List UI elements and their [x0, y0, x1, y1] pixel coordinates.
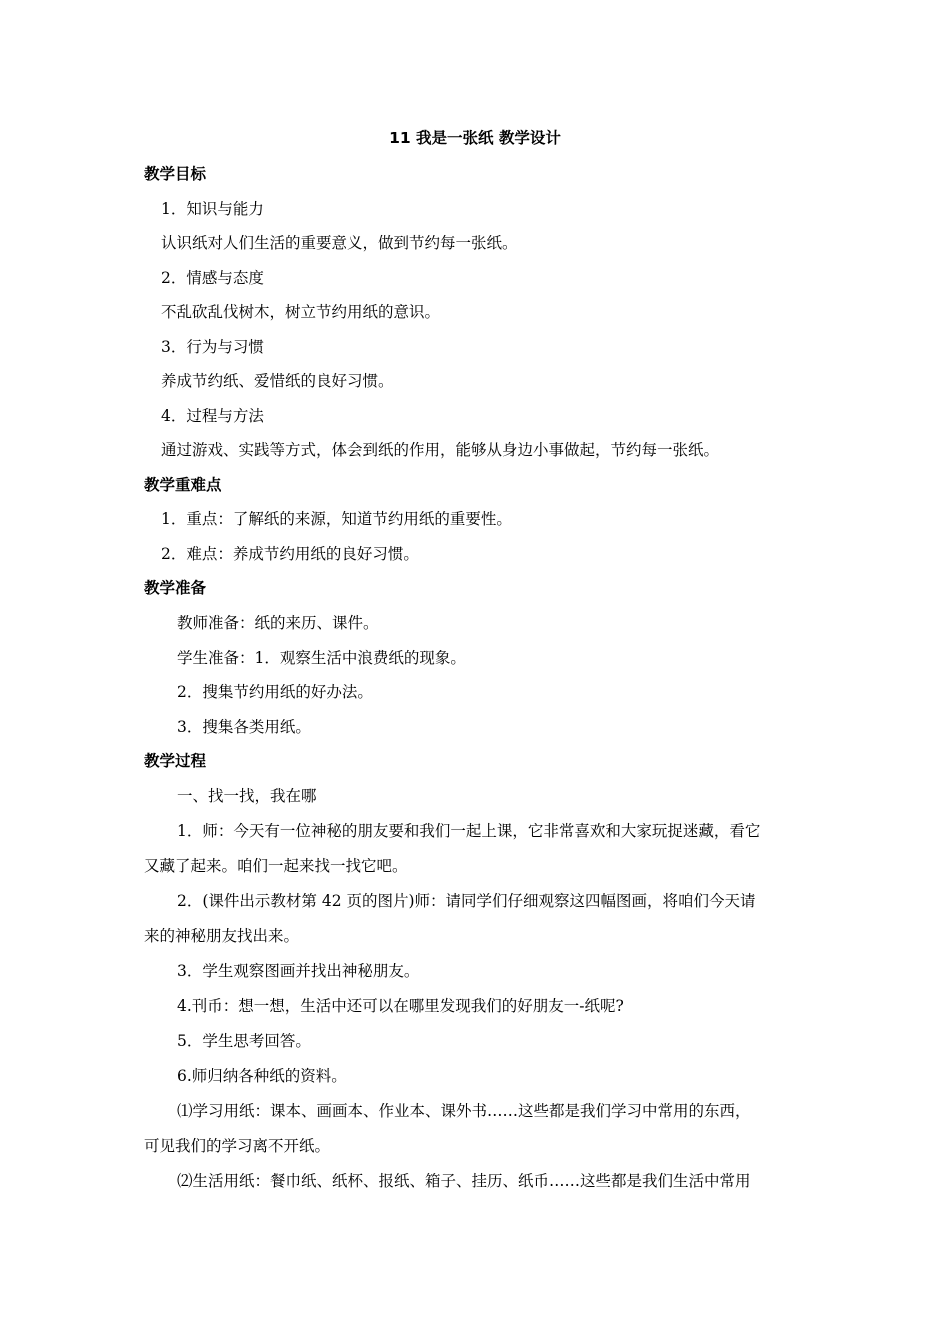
paragraph: ⑵生活用纸：餐巾纸、纸杯、报纸、箱子、挂历、纸币……这些都是我们生活中常用 — [177, 1172, 751, 1190]
paragraph: 1．知识与能力 — [161, 200, 264, 218]
paragraph: 1．师：今天有一位神秘的朋友要和我们一起上课，它非常喜欢和大家玩捉迷藏，看它 — [177, 822, 761, 840]
paragraph: 学生准备：1．观察生活中浪费纸的现象。 — [177, 649, 466, 667]
section-heading-objectives: 教学目标 — [144, 165, 207, 183]
paragraph: 2．难点：养成节约用纸的良好习惯。 — [161, 545, 419, 563]
paragraph: 2．搜集节约用纸的好办法。 — [177, 683, 373, 701]
paragraph: 3．学生观察图画并找出神秘朋友。 — [177, 962, 420, 980]
paragraph: 又藏了起来。咱们一起来找一找它吧。 — [144, 857, 408, 875]
paragraph: 3．搜集各类用纸。 — [177, 718, 311, 736]
paragraph: 4．过程与方法 — [161, 407, 264, 425]
paragraph: 可见我们的学习离不开纸。 — [144, 1137, 331, 1155]
paragraph: 通过游戏、实践等方式，体会到纸的作用，能够从身边小事做起，节约每一张纸。 — [161, 441, 720, 459]
paragraph: 5．学生思考回答。 — [177, 1032, 311, 1050]
section-heading-process: 教学过程 — [144, 752, 207, 770]
paragraph: ⑴学习用纸：课本、画画本、作业本、课外书……这些都是我们学习中常用的东西， — [177, 1102, 751, 1120]
section-heading-key-points: 教学重难点 — [144, 476, 222, 494]
paragraph: 认识纸对人们生活的重要意义，做到节约每一张纸。 — [161, 234, 518, 252]
paragraph: 一、找一找，我在哪 — [177, 787, 317, 805]
paragraph: 教师准备：纸的来历、课件。 — [177, 614, 379, 632]
paragraph: 2．情感与态度 — [161, 269, 264, 287]
paragraph: 6.师归纳各种纸的资料。 — [177, 1067, 347, 1085]
paragraph: 4.刊币：想一想，生活中还可以在哪里发现我们的好朋友一-纸呢? — [177, 997, 624, 1015]
paragraph: 来的神秘朋友找出来。 — [144, 927, 300, 945]
paragraph: 不乱砍乱伐树木，树立节约用纸的意识。 — [161, 303, 441, 321]
document-title: 11 我是一张纸 教学设计 — [389, 129, 561, 147]
paragraph: 3．行为与习惯 — [161, 338, 264, 356]
section-heading-preparation: 教学准备 — [144, 579, 207, 597]
paragraph: 养成节约纸、爱惜纸的良好习惯。 — [161, 372, 394, 390]
paragraph: 1．重点：了解纸的来源，知道节约用纸的重要性。 — [161, 510, 512, 528]
paragraph: 2．(课件出示教材第 42 页的图片)师：请同学们仔细观察这四幅图画，将咱们今天请 — [177, 892, 756, 910]
